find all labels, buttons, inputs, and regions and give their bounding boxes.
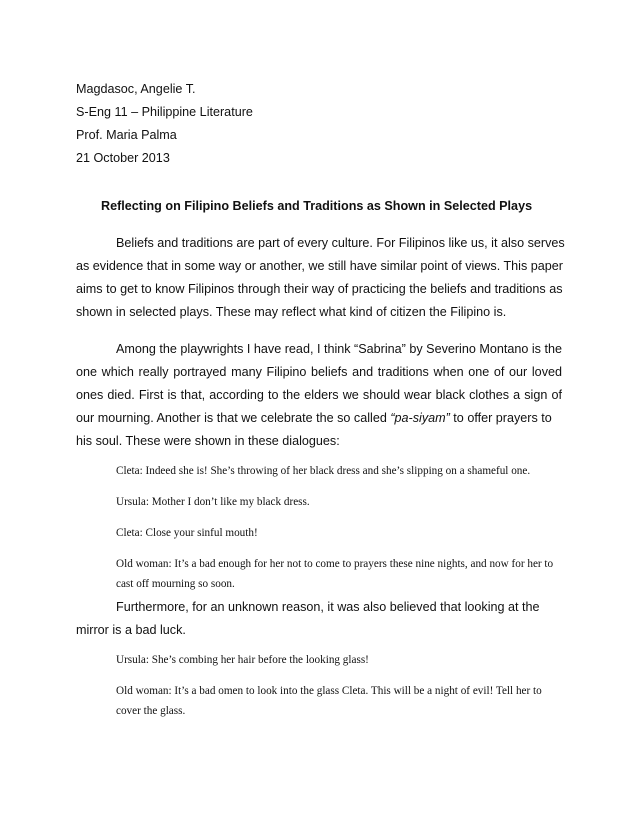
paragraph-2-line-4	[76, 411, 552, 425]
course-name: S-Eng 11 – Philippine Literature	[76, 105, 253, 119]
paragraph-2-line-3: ones died. First is that, according to the elders we should wear black clothes a sign of	[76, 388, 562, 402]
essay-date: 21 October 2013	[76, 151, 170, 165]
paragraph-3-line-2: mirror is a bad luck.	[76, 623, 186, 637]
paragraph-1-line-4: shown in selected plays. These may reflect what kind of citizen the Filipino is.	[76, 305, 507, 319]
paragraph-1-line-3: aims to get to know Filipinos through their way of practicing the beliefs and traditions as	[76, 282, 563, 296]
essay-title: Reflecting on Filipino Beliefs and Traditions as Shown in Selected Plays	[101, 199, 533, 213]
pa-siyam-term: “pa-siyam”	[390, 411, 450, 425]
dialogue-quote-cleta-1: Cleta: Indeed she is! She’s throwing of her black dress and she’s slipping on a shameful one.	[116, 465, 531, 477]
dialogue-quote-old-woman-1-line-1: Old woman: It’s a bad enough for her not to come to prayers these nine nights, and now for her to	[116, 558, 554, 570]
paragraph-2-line-4-end: to offer prayers to	[449, 411, 552, 425]
dialogue-quote-ursula-2: Ursula: She’s combing her hair before the looking glass!	[116, 654, 369, 666]
paragraph-2-line-5: his soul. These were shown in these dialogues:	[76, 434, 340, 448]
paragraph-2-line-1: Among the playwrights I have read, I think “Sabrina” by Severino Montano is the	[116, 342, 562, 356]
student-name: Magdasoc, Angelie T.	[76, 82, 196, 96]
paragraph-3-line-1: Furthermore, for an unknown reason, it was also believed that looking at the	[116, 600, 540, 614]
paragraph-1-line-1: Beliefs and traditions are part of every culture. For Filipinos like us, it also serves	[116, 236, 565, 250]
dialogue-quote-old-woman-2-line-2: cover the glass.	[116, 705, 186, 717]
dialogue-quote-ursula-1: Ursula: Mother I don’t like my black dress.	[116, 496, 310, 508]
dialogue-quote-old-woman-2-line-1: Old woman: It’s a bad omen to look into the glass Cleta. This will be a night of evil! Tell her to	[116, 685, 542, 697]
paragraph-1-line-2: as evidence that in some way or another, we still have similar point of views. This paper	[76, 259, 563, 273]
paragraph-2-line-2: one which really portrayed many Filipino beliefs and traditions when one of our loved	[76, 365, 562, 379]
dialogue-quote-cleta-2: Cleta: Close your sinful mouth!	[116, 527, 258, 539]
professor-name: Prof. Maria Palma	[76, 128, 177, 142]
dialogue-quote-old-woman-1-line-2: cast off mourning so soon.	[116, 578, 235, 590]
paragraph-2-line-4-start: our mourning. Another is that we celebrate the so called	[76, 411, 391, 425]
